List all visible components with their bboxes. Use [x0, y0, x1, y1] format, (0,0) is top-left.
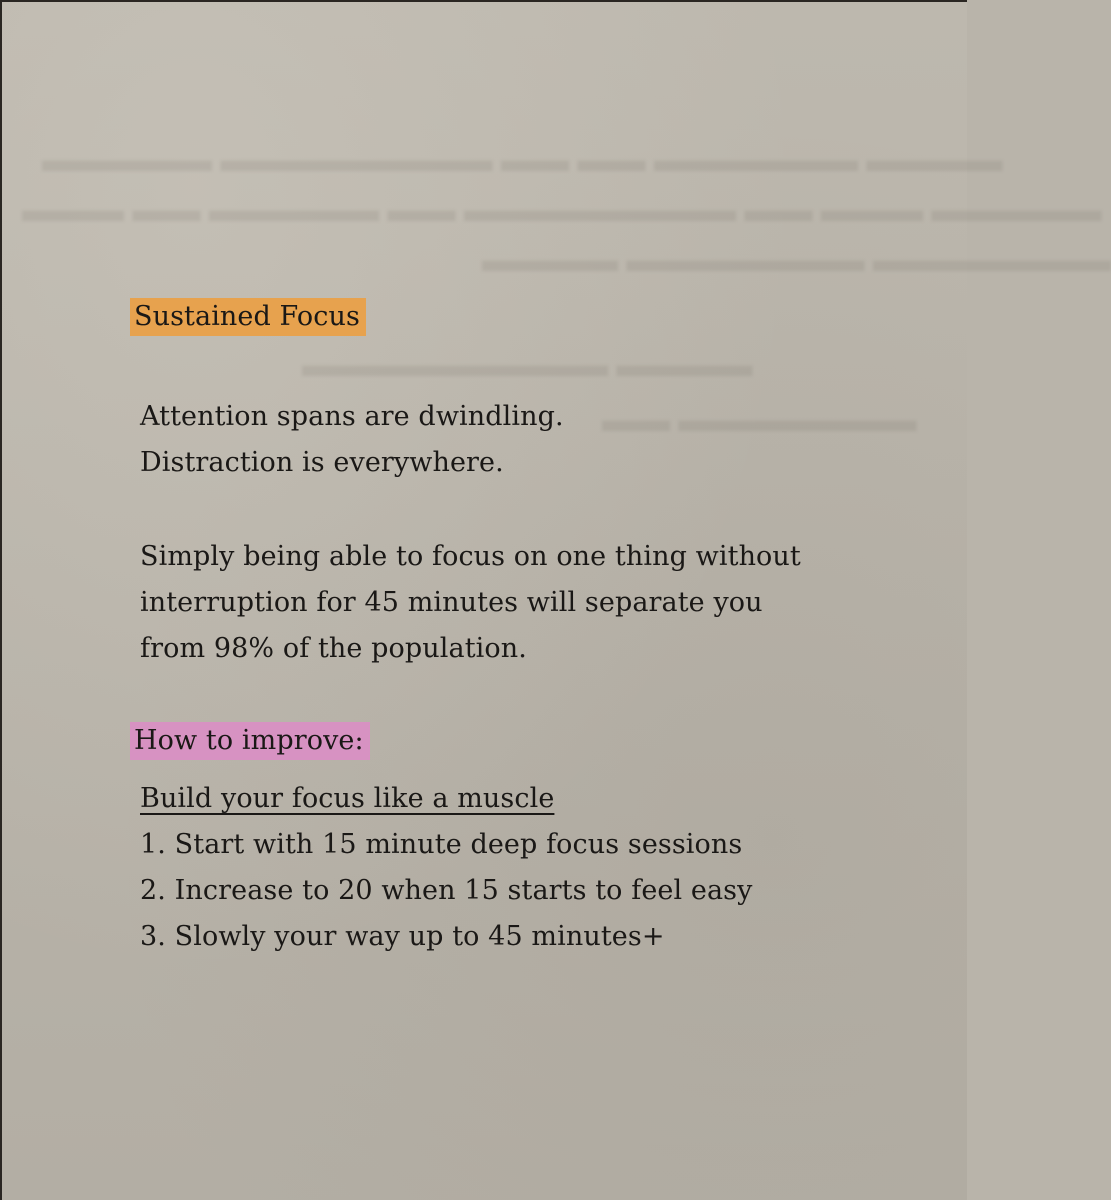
improve-section [134, 718, 940, 960]
body-line: interruption for 45 minutes will separate you [140, 587, 763, 618]
step-item: 2. Increase to 20 when 15 starts to feel easy [140, 875, 753, 906]
bleed-through-texture: ▬▬▬▬▬▬▬ ▬▬▬▬▬▬▬ ▬▬▬▬ [482, 242, 1111, 279]
bleed-through-texture: ▬▬▬▬▬▬▬ ▬▬ [602, 402, 917, 439]
bleed-through-texture: ▬▬▬▬ ▬▬▬▬▬▬ ▬▬ ▬▬ ▬▬▬▬▬▬▬▬ ▬▬▬▬▬ [42, 142, 1003, 179]
section-title [134, 294, 940, 340]
improve-heading [134, 718, 940, 764]
step-item: 1. Start with 15 minute deep focus sessions [140, 829, 743, 860]
improve-heading-highlight: How to improve: [130, 722, 370, 760]
body-paragraph [140, 534, 940, 672]
intro-line: Attention spans are dwindling. [140, 401, 564, 432]
intro-paragraph [140, 394, 940, 486]
section-title-highlight: Sustained Focus [130, 298, 366, 336]
body-line: from 98% of the population. [140, 633, 527, 664]
bleed-through-texture: ▬▬▬▬▬ ▬▬▬ ▬▬ ▬▬▬▬▬▬▬▬ ▬▬ ▬▬▬▬▬ ▬▬ ▬▬▬ [22, 192, 1102, 229]
step-item: 3. Slowly your way up to 45 minutes+ [140, 921, 665, 952]
bleed-through-texture: ▬▬▬▬ ▬▬▬▬▬▬▬▬▬ [302, 347, 753, 384]
body-line: Simply being able to focus on one thing without [140, 541, 801, 572]
text-content [134, 294, 940, 960]
improve-subheading: Build your focus like a muscle [140, 783, 555, 814]
intro-line: Distraction is everywhere. [140, 447, 504, 478]
steps-list [140, 822, 940, 960]
